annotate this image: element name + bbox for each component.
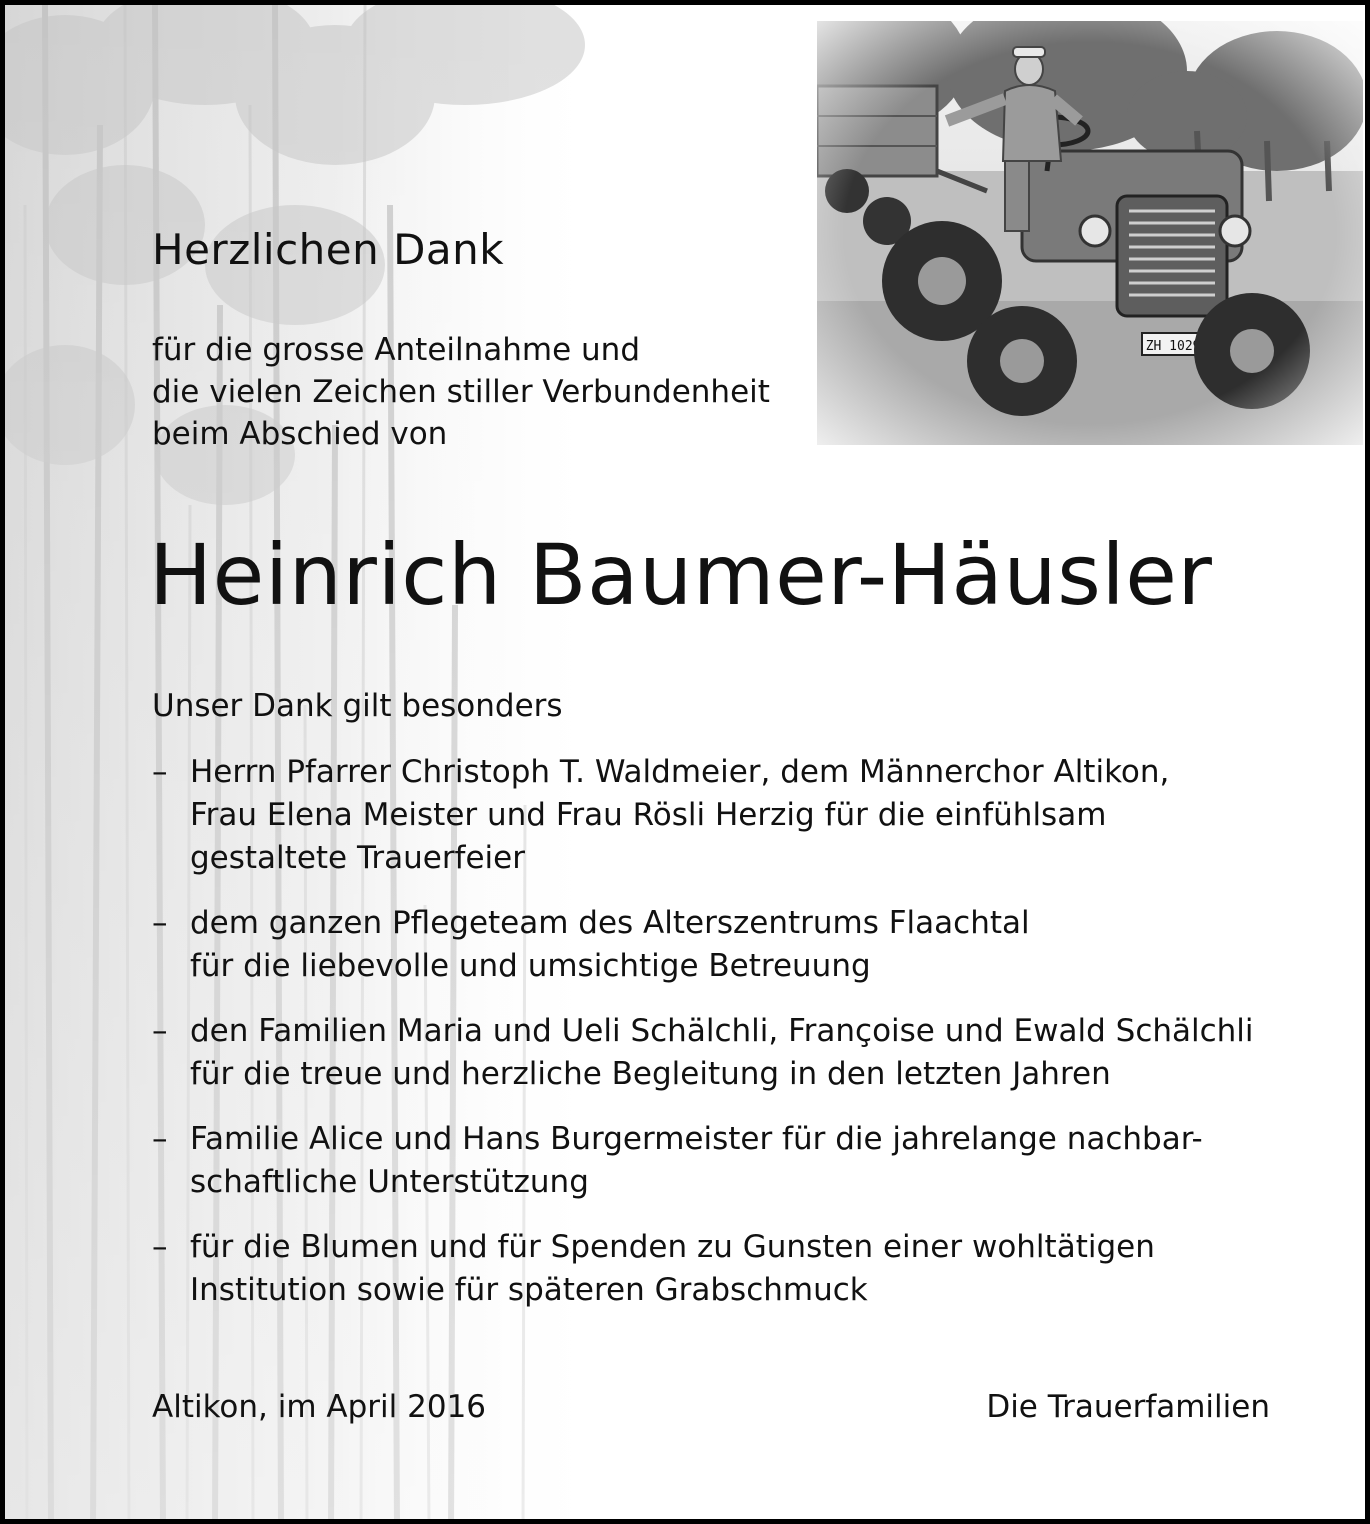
bullet-dash: – bbox=[152, 754, 168, 790]
deceased-name: Heinrich Baumer-Häusler bbox=[149, 526, 1213, 624]
thanks-list bbox=[152, 751, 1254, 1312]
bullet-dash: – bbox=[152, 1121, 168, 1157]
list-item-text: für die Blumen und für Spenden zu Gunsten einer wohltätigen Institution sowie für späteren Grabschmuck bbox=[190, 1229, 1155, 1308]
list-item-text: Herrn Pfarrer Christoph T. Waldmeier, dem Männerchor Altikon, Frau Elena Meister und Frau Rösli Herzig für die einfühlsam gestaltete Trauerfeier bbox=[190, 754, 1170, 876]
signature: Die Trauerfamilien bbox=[986, 1389, 1270, 1425]
bullet-dash: – bbox=[152, 1013, 168, 1049]
list-item bbox=[152, 902, 1254, 988]
intro-text bbox=[152, 329, 770, 455]
place-date: Altikon, im April 2016 bbox=[152, 1389, 487, 1425]
list-item bbox=[152, 1118, 1254, 1204]
list-item bbox=[152, 1010, 1254, 1096]
bullet-dash: – bbox=[152, 905, 168, 941]
intro-paragraph: für die grosse Anteilnahme und die vielen Zeichen stiller Verbundenheit beim Abschied von bbox=[152, 332, 770, 452]
thanks-lead: Unser Dank gilt besonders bbox=[152, 688, 563, 724]
tractor-photo bbox=[817, 21, 1363, 445]
list-item bbox=[152, 751, 1254, 880]
list-item bbox=[152, 1226, 1254, 1312]
heading: Herzlichen Dank bbox=[152, 225, 505, 274]
bullet-dash: – bbox=[152, 1229, 168, 1265]
list-item-text: dem ganzen Pflegeteam des Alterszentrums Flaachtal für die liebevolle und umsichtige Betreuung bbox=[190, 905, 1030, 984]
list-item-text: den Familien Maria und Ueli Schälchli, Françoise und Ewald Schälchli für die treue und herzliche Begleitung in den letzten Jahren bbox=[190, 1013, 1254, 1092]
list-item-text: Familie Alice und Hans Burgermeister für die jahrelange nachbar- schaftliche Unterstützung bbox=[190, 1121, 1203, 1200]
